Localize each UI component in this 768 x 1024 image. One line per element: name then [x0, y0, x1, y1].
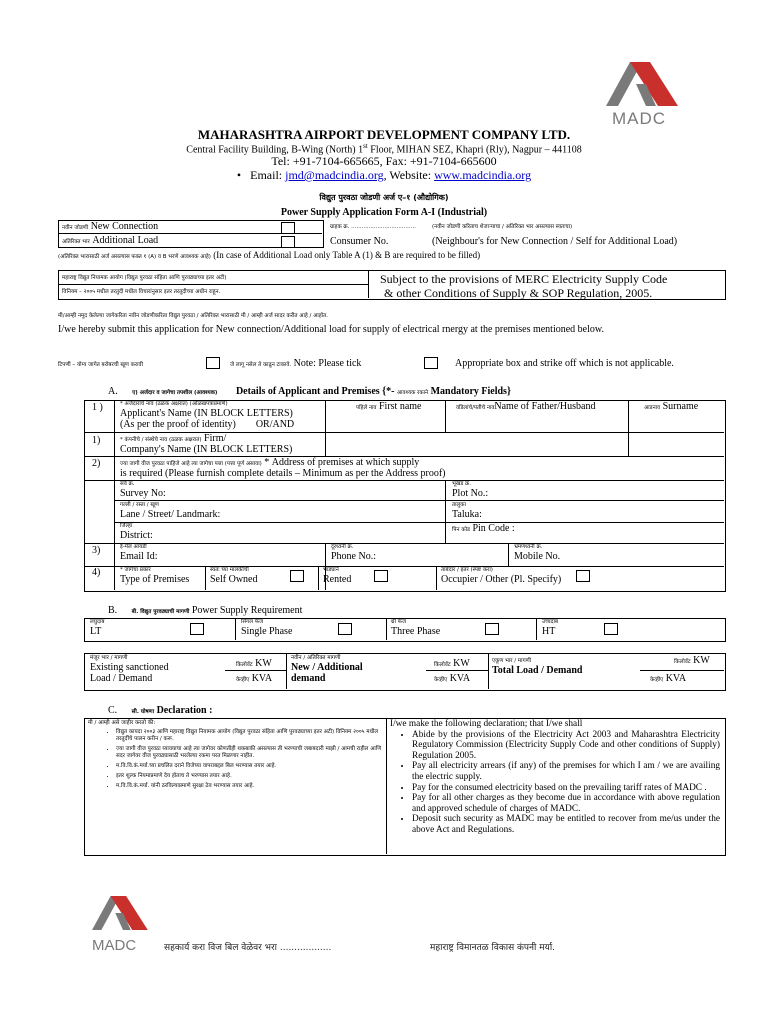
madc-logo-mark — [92, 890, 154, 936]
applicant-name-label: * अर्जदाराचे नाव (ठळक अक्षरात) (ओळखपत्राप्रमाणे) Applicant's Name (IN BLOCK LETTERS) (As per the proof of identity) OR/AND — [120, 401, 295, 430]
section-b-heading: B. बी. विद्युत पुरवठ्याची मागणी Power Supply Requirement — [108, 605, 303, 616]
occupier-option: ताबेदार / इतर (स्पष्ट करा) Occupier / Other (Pl. Specify) — [441, 567, 562, 585]
phone-field[interactable]: दूरध्वनी क्र. Phone No.: — [331, 544, 376, 562]
surname-field[interactable] — [629, 413, 723, 431]
total-load-label: एकूण भार / मागणी Total Load / Demand — [492, 658, 583, 676]
row-2-number: 1) — [92, 435, 101, 446]
bullet-icon: • — [236, 168, 251, 182]
father-name-field[interactable] — [446, 413, 627, 431]
merc-text-2: & other Conditions of Supply & SOP Regulation, 2005. — [384, 286, 653, 300]
existing-kw-field[interactable]: किलोवॅट KW — [236, 658, 272, 669]
declaration-hindi-item: • म.वि.वि.कं.मर्या. यांनी ठरविल्याप्रमाणे सुरक्षा ठेव भरण्यास तयार आहे. — [116, 783, 382, 790]
declaration-english-item: • Pay for the consumed electricity based on the prevailing tariff rates of MADC . — [412, 783, 720, 794]
declaration-hindi-item: • इतर शुल्क नियमाप्रमाणे देय होताच ते भरण्यास तयार आहे. — [116, 773, 382, 780]
mobile-field[interactable]: भ्रमणध्वनी क्र. Mobile No. — [514, 544, 561, 562]
row-5-number: 4) — [92, 567, 101, 578]
declaration-english-item: • Deposit such security as MADC may be entitled to recover from me/us under the above Act and Regulations. — [412, 814, 720, 835]
website-label: , Website: — [383, 168, 435, 182]
merc-hindi-1: महाराष्ट्र विद्युत नियामक आयोग (विद्युत पुरवठा संहिता आणि पुरवठ्याच्या इतर अटी) — [62, 275, 227, 281]
pin-code-field[interactable]: पिन कोड Pin Code : — [452, 523, 515, 534]
new-load-label: नवीन / अतिरिक्त मागणी New / Additional demand — [291, 655, 363, 684]
three-phase-option: थ्री फेज Three Phase — [391, 619, 441, 637]
declaration-english-list — [390, 730, 720, 836]
address-sup: st — [363, 142, 368, 150]
declaration-hindi-item: • विद्युत कायदा २००३ आणि महाराष्ट्र विद्युत नियामक आयोग (विद्युत पुरवठा संहिता आणि पुरवठ्याच्या इतर अटी) विनियम २००५ मधील तरतुदींचे पालन करीन / करू. — [116, 729, 382, 743]
table-note: (अतिरिक्त भारासाठी अर्ज असल्यास फक्त १ (A) व B भरणे आवश्यक आहे) (In case of Additional Load only Table A (1) & B are required to be filled) — [58, 250, 481, 260]
new-connection-checkbox[interactable] — [281, 222, 295, 234]
premises-type-label: * जागेचा प्रकार Type of Premises — [120, 567, 190, 585]
consumer-no-label: Consumer No. — [330, 236, 389, 247]
total-kva-field[interactable]: केव्हीए KVA — [650, 673, 687, 684]
rented-checkbox[interactable] — [374, 570, 388, 582]
self-owned-checkbox[interactable] — [290, 570, 304, 582]
row-4-number: 3) — [92, 545, 101, 556]
madc-logo-top — [606, 58, 686, 128]
email-label: Email: — [250, 168, 286, 182]
lt-option: लघुदाब LT — [90, 619, 105, 637]
firm-name-field[interactable] — [326, 433, 723, 455]
taluka-field[interactable]: तालुका Taluka: — [452, 502, 482, 520]
declaration-english-item: • Abide by the provisions of the Electricity Act 2003 and Maharashtra Electricity Regulatory Commission (Electricity Supply Code and other conditions of Supply) Regulation 2005. — [412, 730, 720, 762]
declaration-english-item: • Pay for all other charges as they become due in accordance with above regulation and approved schedule of charges of MADC. — [412, 793, 720, 814]
single-phase-option: सिंगल फेज Single Phase — [241, 619, 293, 637]
ht-option: उच्चदाब HT — [542, 619, 559, 637]
declaration-hindi-list — [88, 729, 382, 790]
single-phase-checkbox[interactable] — [338, 623, 352, 635]
first-name-label: पहिले नाव First name — [356, 401, 422, 412]
lt-checkbox[interactable] — [190, 623, 204, 635]
row-1-number: 1 ) — [92, 402, 103, 413]
occupier-checkbox[interactable] — [576, 570, 590, 582]
merc-hindi-2: विनियम – २००५ मधील तरतुदी मधील विचारांनुसार इतर तरतूदीच्या अधीन राहून. — [62, 289, 221, 295]
three-phase-checkbox[interactable] — [485, 623, 499, 635]
tick-note-2: जे लागू नसेल ते काढून टाकावे. Note: Please tick — [230, 358, 362, 369]
address-label: ज्या जागी वीज पुरवठा पाहिजे आहे त्या जागेचा पत्ता (पत्ता पूर्ण असावा) * Address of premises at which supply is required (Please furnish complete details – Minimum as per the Address proof) — [120, 457, 446, 479]
footer-company-hindi: महाराष्ट्र विमानतळ विकास कंपनी मर्या. — [430, 943, 556, 953]
neighbour-label: (Neighbour's for New Connection / Self for Additional Load) — [432, 236, 678, 247]
tick-note-3: Appropriate box and strike off which is not applicable. — [455, 358, 674, 369]
website-link[interactable]: www.madcindia.org — [434, 168, 532, 182]
existing-load-label: मंजूर भार / मागणी Existing sanctioned Load / Demand — [90, 655, 169, 684]
consumer-no-hindi: ग्राहक क्र. ..................................... — [330, 224, 416, 230]
email-line — [0, 168, 768, 183]
address-post: Floor, MIHAN SEZ, Khapri (Rly), Nagpur – 441108 — [367, 144, 582, 156]
tel-fax: Tel: +91-7104-665665, Fax: +91-7104-665600 — [271, 154, 497, 168]
tick-sample-box-1 — [206, 357, 220, 369]
district-field[interactable]: जिल्हा District: — [120, 523, 153, 541]
lane-field[interactable]: गल्ली / रस्ता / खूण Lane / Street/ Landmark: — [120, 502, 221, 520]
footer-slogan: सहकार्य करा विज बिल वेळेवर भरा .................. — [164, 943, 332, 953]
neighbour-hindi: (नवीन जोडणी करिताच शेजाऱ्याचा / अतिरिक्त भार असल्यास स्वतःचा) — [432, 224, 573, 230]
load-table — [84, 653, 726, 691]
new-connection-label: नवीन जोडणी New Connection — [62, 221, 159, 232]
row-3-number: 2) — [92, 458, 101, 469]
madc-logo-bottom — [92, 890, 154, 960]
tick-sample-box-2 — [424, 357, 438, 369]
section-c-heading: C. सी. घोषणा Declaration : — [108, 705, 213, 716]
total-kw-field[interactable]: किलोवॅट KW — [674, 655, 710, 666]
intro-hindi: मी/आम्ही नमूद केलेल्या जागेकरिता नवीन जोडणीकरिता विद्युत पुरवठा / अतिरिक्त भारासाठी मी / आम्ही अर्ज सादर करीत आहे / आहोत. — [58, 313, 329, 319]
existing-kva-field[interactable]: केव्हीए KVA — [236, 673, 273, 684]
madc-logo-mark — [606, 58, 686, 110]
rented-option: भाड्याने Rented — [323, 567, 352, 585]
first-name-field[interactable] — [326, 413, 444, 431]
plot-no-field[interactable]: भूखंड क्र. Plot No.: — [452, 481, 489, 499]
email-link[interactable]: jmd@madcindia.org — [285, 168, 384, 182]
declaration-hindi-item: • ज्या जागी वीज पुरवठा घ्यावयाचा आहे त्या जागेवर कोणतीही थकबाकी असल्यास ती भरण्याची जबाबदारी माझी / आमची राहील आणि सदर जागेवर वीज पुरवठ्यासाठी भरलेल्या रकमा परत मिळणार नाहीत. — [116, 746, 382, 760]
surname-label: आडनाव Surname — [644, 401, 699, 412]
declaration-hindi-item: • म.वि.वि.कं.मर्या.च्या प्रचलित दराने विजेच्या वापराबद्दल बिल भरण्यास तयार आहे. — [116, 763, 382, 770]
logo-text: MADC — [92, 937, 137, 954]
logo-text: MADC — [612, 109, 667, 128]
section-a-heading: A. ए) अर्जदार व जागेचा तपशील (आवश्यक) Details of Applicant and Premises {*- आवश्यक रकाने Mandatory Fields} — [108, 386, 511, 397]
father-name-label: वडिलांचे/पतीचे नावName of Father/Husband — [456, 401, 596, 412]
survey-no-field[interactable]: सर्वे क्र. Survey No: — [120, 481, 166, 499]
ht-checkbox[interactable] — [604, 623, 618, 635]
form-title: Power Supply Application Form A-I (Industrial) — [280, 207, 488, 218]
declaration-english-item: • Pay all electricity arrears (if any) of the premises for which I am / we are availing the electric supply. — [412, 761, 720, 782]
intro-text: I/we hereby submit this application for New connection/Additional load for supply of electrical rnergy at the premises mentioned below. — [58, 324, 604, 335]
tick-note: टिपणी – योग्य जागेत बरोबरची खूण करावी — [58, 362, 144, 368]
additional-load-checkbox[interactable] — [281, 236, 295, 248]
new-kva-field[interactable]: केव्हीए KVA — [434, 673, 471, 684]
company-name: MAHARASHTRA AIRPORT DEVELOPMENT COMPANY LTD. — [197, 127, 571, 142]
additional-load-label: अतिरिक्त भार Additional Load — [62, 235, 159, 246]
email-field[interactable]: ई-मेल आयडी Email Id: — [120, 544, 158, 562]
address-pre: Central Facility Building, B-Wing (North) 1 — [186, 144, 364, 156]
firm-name-label: * कंपनीचे / संस्थेचे नाव (ठळक अक्षरात) Firm/ Company's Name (IN BLOCK LETTERS) — [120, 433, 293, 455]
new-kw-field[interactable]: किलोवॅट KW — [434, 658, 470, 669]
form-title-hindi: विद्युत पुरवठा जोडणी अर्ज ए–१ (औद्योगिक) — [319, 193, 449, 202]
merc-text-1: Subject to the provisions of MERC Electricity Supply Code — [380, 272, 668, 286]
declaration-hindi: मी / आम्ही असे जाहीर करतो की: • विद्युत कायदा २००३ आणि महाराष्ट्र विद्युत नियामक आयोग (विद्युत पुरवठा संहिता आणि पुरवठ्याच्या इतर अटी) विनियम २००५ मधील तरतुदींचे पालन करीन / करू. • ज्या जागी वीज पुरवठा घ्यावयाचा आहे त्या जागेवर कोणतीही थकबाकी असल्यास ती भरण्याची जबाबदारी माझी / आमची राहील आणि सदर जागेवर वीज पुरवठ्यासाठी भरलेल्या रकमा परत मिळणार नाहीत. • म.वि.वि.कं.मर्या.च्या प्रचलित दराने विजेच्या वापराबद्दल बिल भरण्यास तयार आहे. • इतर शुल्क नियमाप्रमाणे देय होताच ते भरण्यास तयार आहे. • म.वि.वि.कं.मर्या. यांनी ठरविल्याप्रमाणे सुरक्षा ठेव भरण्यास तयार आहे. — [88, 720, 382, 793]
declaration-english: I/we make the following declaration; that I/we shall • Abide by the provisions of the Electricity Act 2003 and Maharashtra Electricity Regulatory Commission (Electricity Supply Code and other conditions of Supply) Regulation 2005. • Pay all electricity arrears (if any) of the premises for which I am / we are availing the electric supply. • Pay for the consumed electricity based on the prevailing tariff rates of MADC . • Pay for all other charges as they become due in accordance with above regulation and approved schedule of charges of MADC. • Deposit such security as MADC may be entitled to recover from me/us under the above Act and Regulations. — [390, 719, 720, 836]
self-owned-option: स्वतः च्या मालकीची Self Owned — [210, 567, 258, 585]
